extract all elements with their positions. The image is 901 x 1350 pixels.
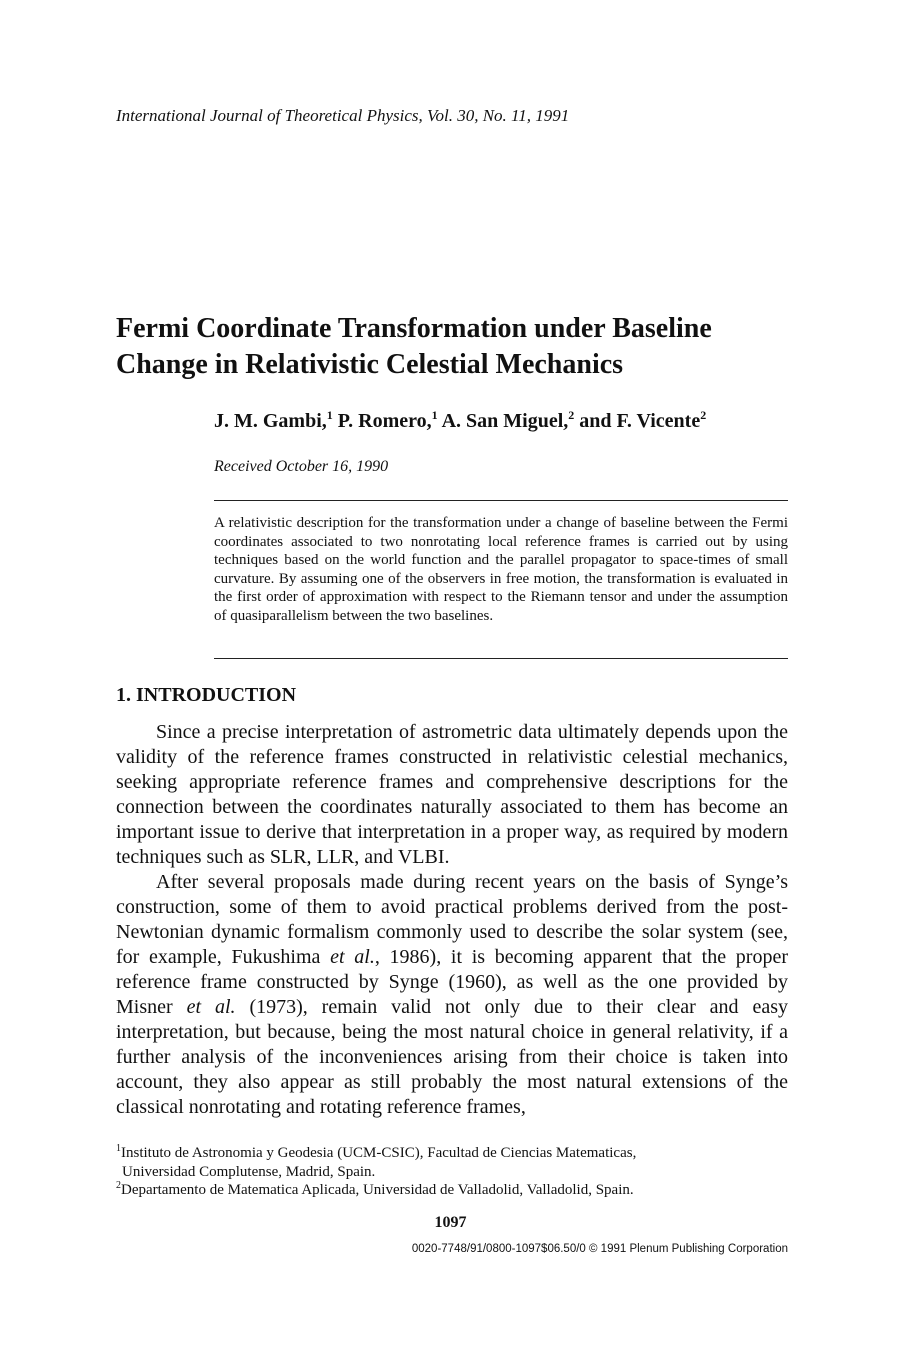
footnote-2 [116, 1181, 788, 1200]
paragraph-2-text: , 1986), it is becoming apparent that the proper reference frame constructed by Synge (1960), as well as the one provided by Misner [116, 946, 788, 1018]
received-date: Received October 16, 1990 [214, 458, 389, 475]
footnote-text: Universidad Complutense, Madrid, Spain. [122, 1163, 376, 1180]
affiliation-marker: 1 [431, 408, 438, 422]
author-romero: P. Romero, [337, 410, 432, 432]
author-san-miguel: A. San Miguel, [441, 410, 569, 432]
copyright-line: 0020-7748/91/0800-1097$06.50/0 © 1991 Plenum Publishing Corporation [411, 1243, 788, 1255]
abstract-rule-bottom [214, 658, 788, 659]
author-conjunction: and [579, 410, 612, 432]
et-al-italic: et al. [330, 946, 375, 968]
title-line-2: Change in Relativistic Celestial Mechanics [116, 349, 624, 380]
paragraph-2 [116, 870, 788, 1120]
footnote-marker: 1 [116, 1143, 121, 1154]
footnote-1 [116, 1144, 788, 1181]
abstract: A relativistic description for the transformation under a change of baseline between the Fermi coordinates associated to two nonrotating local reference frames is carried out by using techniques based on the world function and the parallel propagator to space-times of small curvature. By assuming one of the observers in free motion, the transformation is evaluated in the first order of approximation with respect to the Riemann tensor and under the assumption of quasiparallelism between the two baselines. [214, 515, 788, 624]
author-list [214, 410, 706, 433]
affiliation-marker: 1 [326, 408, 333, 422]
body-text [116, 720, 788, 1120]
journal-header: International Journal of Theoretical Physics, Vol. 30, No. 11, 1991 [116, 106, 570, 125]
author-vicente: F. Vicente [616, 410, 701, 432]
affiliation-marker: 2 [568, 408, 575, 422]
paragraph-2-text: (1973), remain valid not only due to their clear and easy interpretation, but because, being the most natural choice in general relativity, if a further analysis of the inconveniences arising from their choice is taken into account, they also appear as still probably the most natural extensions of the classical nonrotating and rotating reference frames, [116, 996, 788, 1118]
paragraph-1: Since a precise interpretation of astrometric data ultimately depends upon the validity of the reference frames constructed in relativistic celestial mechanics, seeking appropriate reference frames and comprehensive descriptions for the connection between the coordinates naturally associated to them has become an important issue to derive that interpretation in a proper way, as required by modern techniques such as SLR, LLR, and VLBI. [116, 721, 788, 868]
author-gambi: J. M. Gambi, [214, 410, 327, 432]
footnote-marker: 2 [116, 1180, 121, 1191]
paper-title [116, 311, 816, 383]
footnote-text: Instituto de Astronomia y Geodesia (UCM-CSIC), Facultad de Ciencias Matematicas, [121, 1145, 637, 1161]
et-al-italic: et al. [186, 996, 236, 1018]
abstract-rule-top [214, 500, 788, 501]
footnotes [116, 1144, 788, 1200]
paragraph-2-text: After several proposals made during recent years on the basis of Synge’s construction, some of them to avoid practical problems derived from the post-Newtonian dynamic formalism commonly used to describe the solar system (see, for example, Fukushima [116, 871, 788, 968]
affiliation-marker: 2 [700, 408, 707, 422]
footnote-text: Departamento de Matematica Aplicada, Universidad de Valladolid, Valladolid, Spain. [121, 1182, 634, 1198]
title-line-1: Fermi Coordinate Transformation under Baseline [116, 313, 712, 344]
page-number: 1097 [434, 1214, 467, 1231]
section-heading: 1. INTRODUCTION [116, 684, 297, 706]
